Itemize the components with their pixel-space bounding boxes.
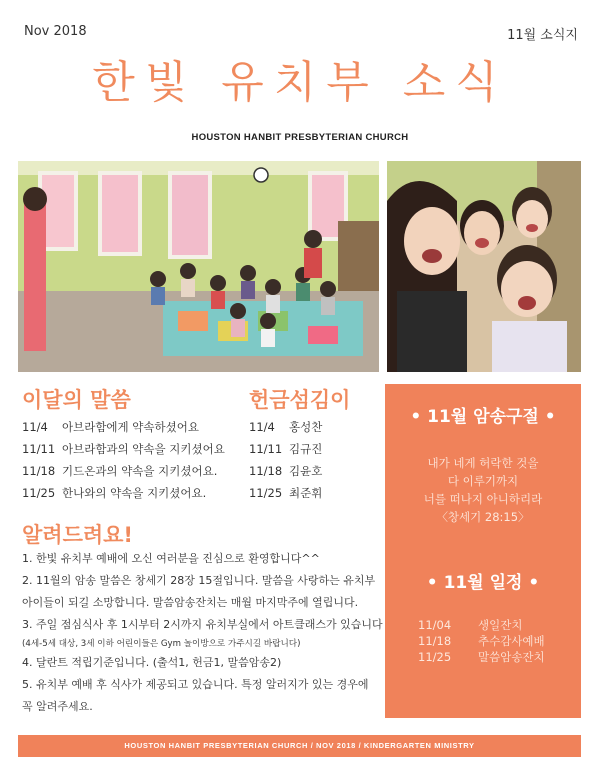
offering-date: 11/18	[249, 464, 283, 478]
schedule-event: 추수감사예배	[478, 634, 545, 648]
notice-line: (4세-5세 대상, 3세 이하 어린이들은 Gym 놀이방으로 가주시길 바랍니다)	[22, 639, 301, 649]
word-text: 아브라함에게 약속하셨어요	[62, 420, 199, 434]
notices-heading: 알려드려요!	[22, 523, 134, 547]
issue-label: 11월 소식지	[507, 28, 578, 43]
verse-line: 내가 네게 허락한 것을	[427, 456, 539, 470]
word-date: 11/4	[22, 420, 48, 434]
schedule-date: 11/04	[418, 618, 452, 632]
schedule-item	[418, 617, 581, 633]
church-name: HOUSTON HANBIT PRESBYTERIAN CHURCH	[191, 132, 409, 143]
schedule-heading: • 11월 일정 •	[426, 573, 540, 593]
verse-line: 너를 떠나지 아니하리라	[423, 492, 543, 506]
word-text: 한나와의 약속을 지키셨어요.	[62, 486, 207, 500]
offering-name: 김규진	[289, 442, 323, 456]
offering-name: 홍성찬	[289, 420, 323, 434]
schedule-date: 11/18	[418, 634, 452, 648]
side-panel	[385, 384, 581, 718]
word-text: 아브라함과의 약속을 지키셨어요	[62, 442, 225, 456]
offering-heading: 헌금섬김이	[249, 388, 351, 412]
schedule-item	[418, 633, 581, 649]
newsletter-title: 한빛 유치부 소식	[92, 57, 508, 108]
offering-date: 11/11	[249, 442, 283, 456]
list-item	[249, 460, 322, 482]
notice-line: 2. 11월의 암송 말씀은 창세기 28장 15절입니다. 말씀을 사랑하는 유치부	[22, 574, 376, 587]
notice-line: 5. 유치부 예배 후 식사가 제공되고 있습니다. 특정 알러지가 있는 경우에	[22, 678, 369, 691]
verse-line: 다 이루기까지	[447, 474, 519, 488]
classroom-photo-illustration	[18, 161, 379, 372]
offering-name: 김윤호	[289, 464, 323, 478]
offering-list	[249, 416, 322, 504]
classroom-photo	[18, 161, 379, 372]
notices-list	[22, 548, 384, 718]
schedule-event: 생일잔치	[478, 618, 523, 632]
notice-line: 1. 한빛 유치부 예배에 오신 여러분을 진심으로 환영합니다^^	[22, 552, 320, 565]
word-heading: 이달의 말씀	[22, 388, 131, 412]
schedule-date: 11/25	[418, 650, 452, 664]
offering-name: 최준휘	[289, 486, 323, 500]
word-date: 11/18	[22, 464, 56, 478]
word-date: 11/11	[22, 442, 56, 456]
schedule-item	[418, 649, 581, 665]
issue-date: Nov 2018	[24, 24, 87, 39]
memory-verse	[385, 454, 581, 526]
list-item	[249, 438, 322, 460]
list-item	[22, 482, 225, 504]
notice-line: 꼭 알려주세요.	[22, 700, 93, 713]
notice-line: 3. 주일 점심식사 후 1시부터 2시까지 유치부실에서 아트클래스가 있습니다	[22, 618, 383, 631]
selfie-photo-illustration	[387, 161, 581, 372]
list-item	[22, 416, 225, 438]
memory-heading: • 11월 암송구절 •	[410, 407, 556, 427]
verse-reference: 〈창세기 28:15〉	[436, 510, 530, 524]
schedule-list	[385, 617, 581, 665]
word-list	[22, 416, 225, 504]
footer-bar: HOUSTON HANBIT PRESBYTERIAN CHURCH / NOV 2018 / KINDERGARTEN MINISTRY	[18, 735, 581, 757]
list-item	[22, 460, 225, 482]
offering-date: 11/4	[249, 420, 275, 434]
selfie-photo	[387, 161, 581, 372]
notice-line: 아이들이 되길 소망합니다. 말씀암송잔치는 매월 마지막주에 열립니다.	[22, 596, 359, 609]
offering-date: 11/25	[249, 486, 283, 500]
list-item	[249, 482, 322, 504]
notice-line: 4. 달란트 적립기준입니다. (출석1, 헌금1, 말씀암송2)	[22, 656, 282, 669]
schedule-event: 말씀암송잔치	[478, 650, 545, 664]
list-item	[249, 416, 322, 438]
word-text: 기드온과의 약속을 지키셨어요.	[62, 464, 218, 478]
word-date: 11/25	[22, 486, 56, 500]
list-item	[22, 438, 225, 460]
